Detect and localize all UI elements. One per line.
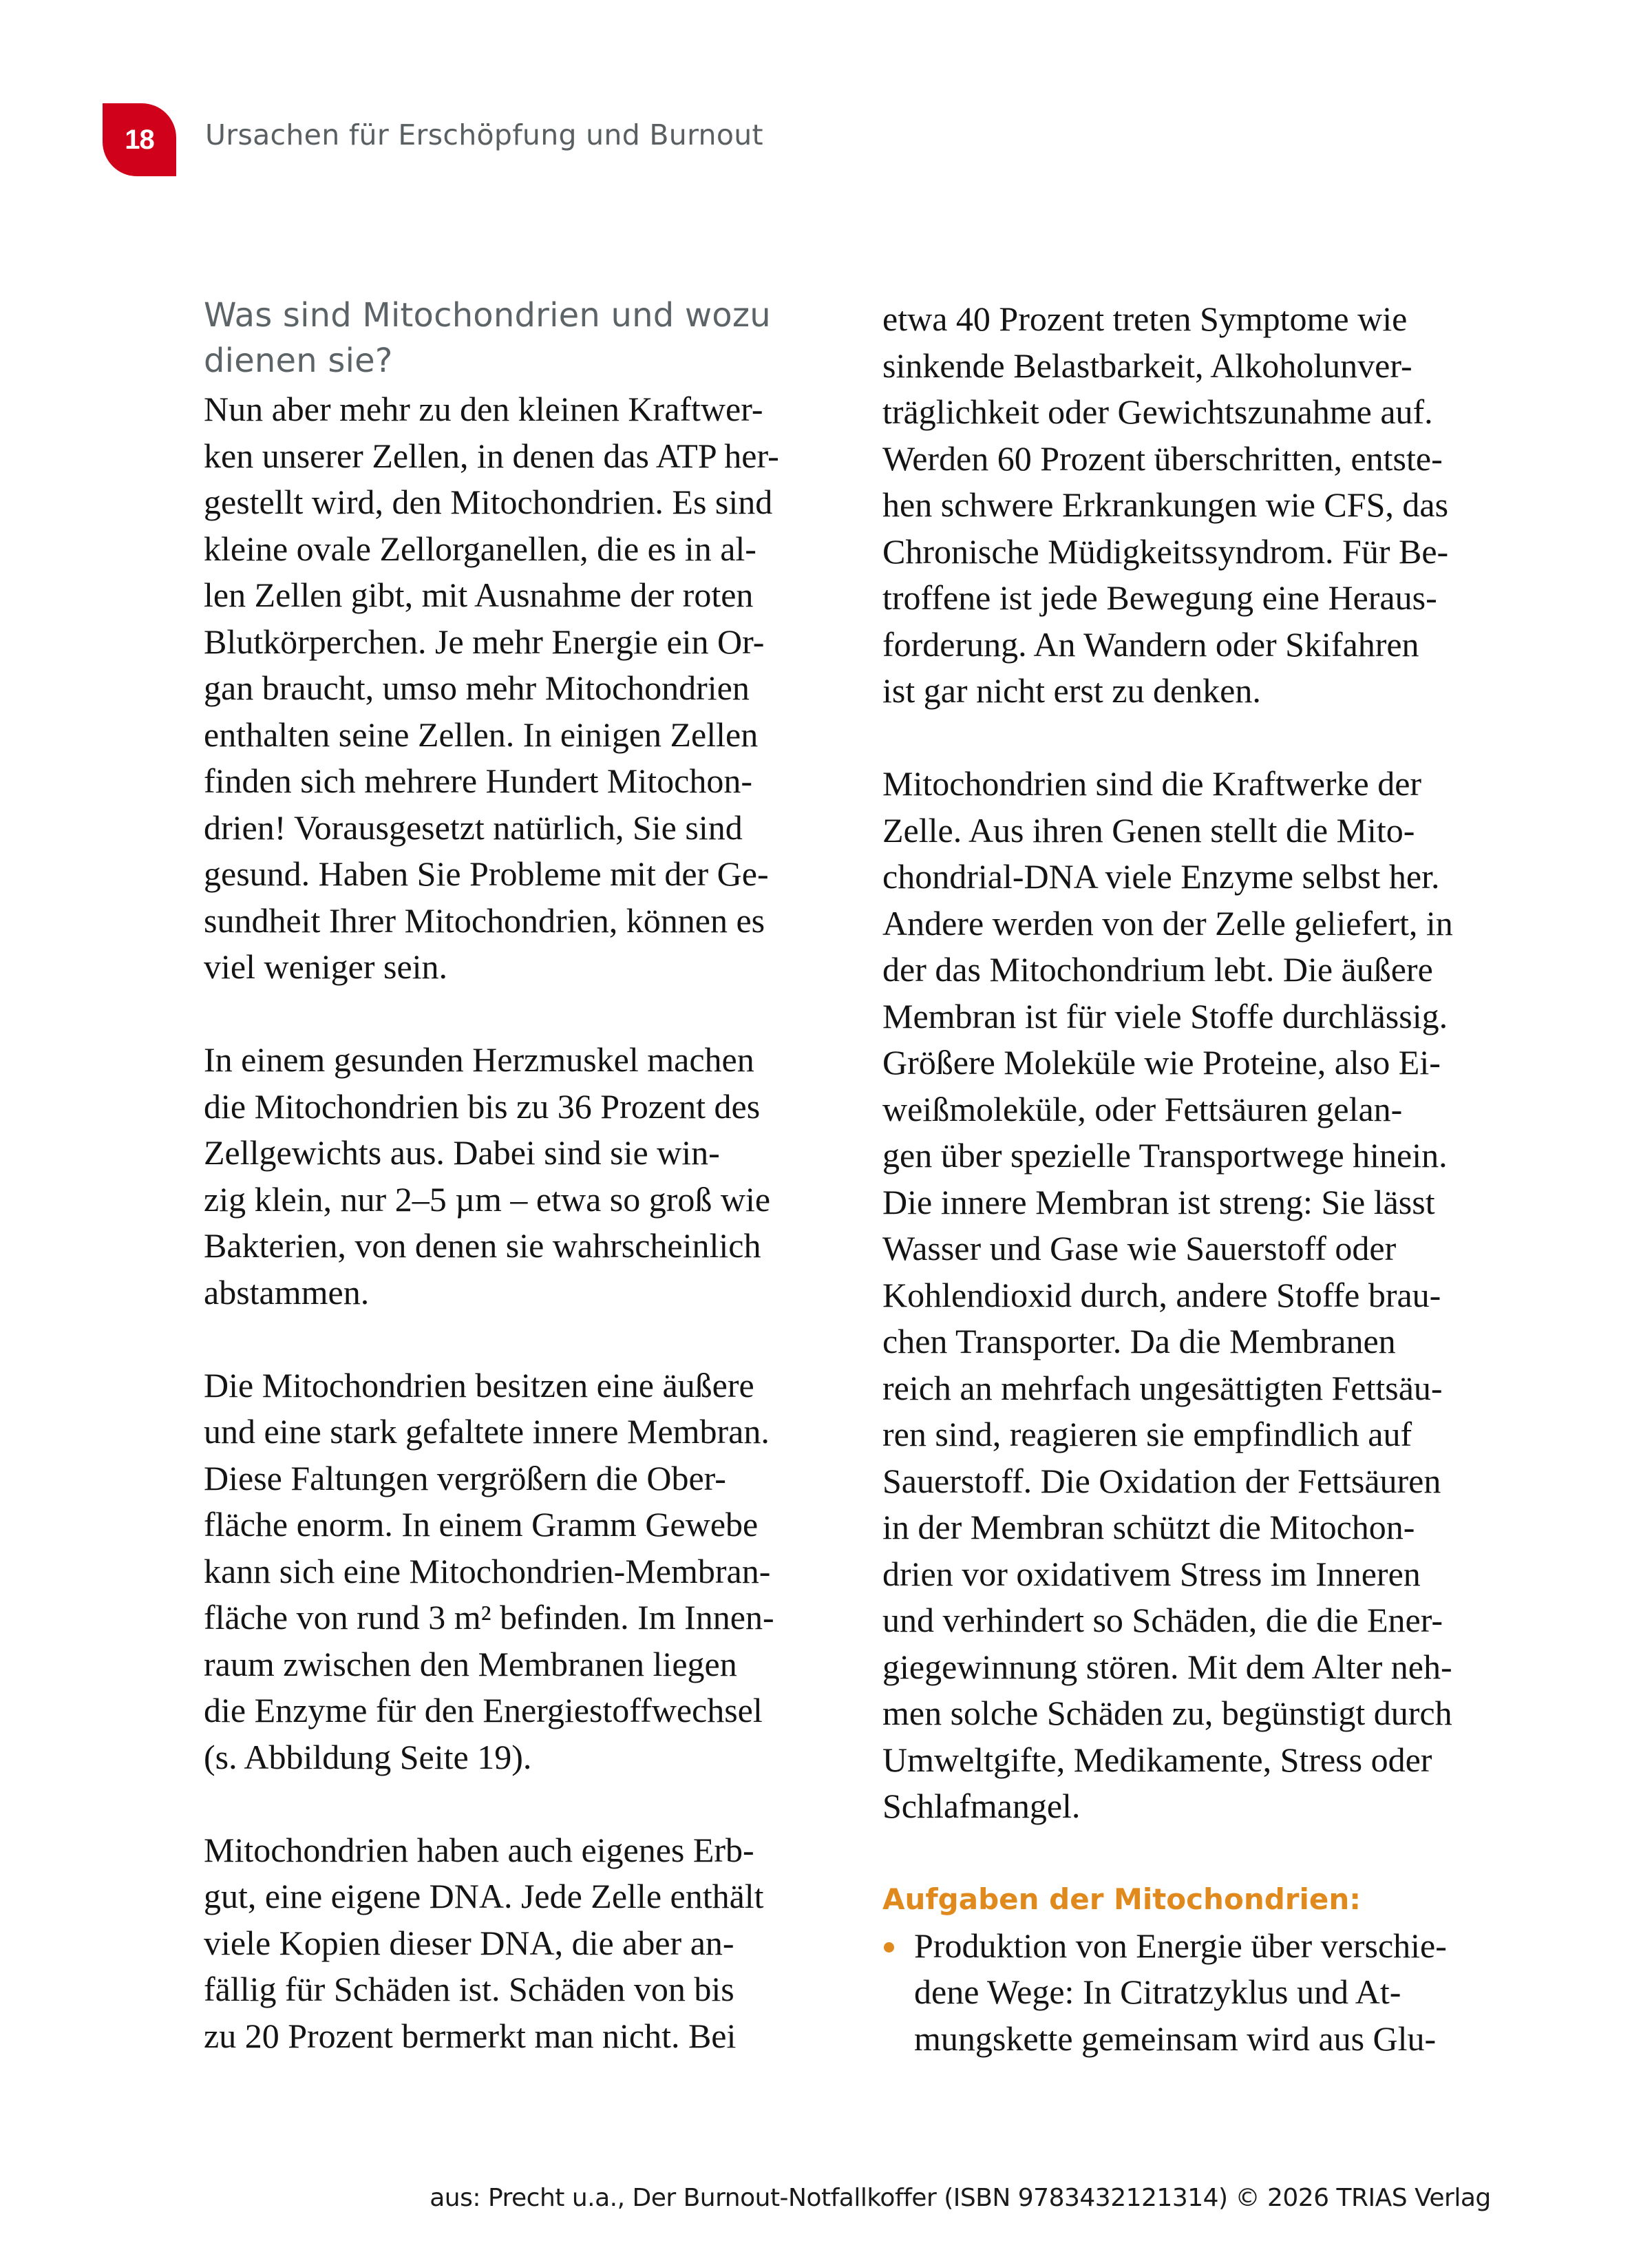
text-line: forderung. An Wandern oder Skifahren	[882, 624, 1419, 664]
text-line: Kohlendioxid durch, andere Stoffe brau-	[882, 1275, 1441, 1314]
text-line: sinkende Belastbarkeit, Alkoholunver-	[882, 346, 1412, 385]
bullet-dot-icon	[884, 1942, 894, 1953]
text-line: In einem gesunden Herzmuskel machen	[204, 1040, 754, 1079]
text-line: giegewinnung stören. Mit dem Alter neh-	[882, 1647, 1452, 1686]
text-line: dene Wege: In Citratzyklus und At-	[914, 1972, 1401, 2011]
text-line: die Enzyme für den Energiestoffwechsel	[204, 1691, 763, 1729]
text-line: reich an mehrfach ungesättigten Fettsäu-	[882, 1368, 1443, 1407]
text-line: Zellgewichts aus. Dabei sind sie win-	[204, 1133, 720, 1172]
running-head-title: Ursachen für Erschöpfung und Burnout	[205, 118, 763, 151]
text-line: Zelle. Aus ihren Genen stellt die Mito-	[882, 810, 1415, 850]
text-line: fläche enorm. In einem Gramm Gewebe	[204, 1505, 759, 1544]
text-line: chen Transporter. Da die Membranen	[882, 1322, 1396, 1360]
text-line: und eine stark gefaltete innere Membran.	[204, 1412, 770, 1451]
text-line: Diese Faltungen vergrößern die Ober-	[204, 1458, 726, 1497]
text-line: viele Kopien dieser DNA, die aber an-	[204, 1923, 734, 1962]
text-line: men solche Schäden zu, begünstigt durch	[882, 1694, 1452, 1732]
text-line: mungskette gemeinsam wird aus Glu-	[914, 2019, 1437, 2058]
bullet-list-item	[882, 1923, 1502, 2063]
text-line: in der Membran schützt die Mitochon-	[882, 1508, 1415, 1546]
text-line: Bakterien, von denen sie wahrscheinlich	[204, 1226, 761, 1265]
citation-text: aus: Precht u.a., Der Burnout-Notfallkoffer (ISBN 9783432121314) © 2026 TRIAS Verlag	[430, 2184, 1491, 2212]
text-line: gen über spezielle Transportwege hinein.	[882, 1136, 1448, 1175]
text-line: der das Mitochondrium lebt. Die äußere	[882, 950, 1433, 989]
text-line: raum zwischen den Membranen liegen	[204, 1644, 737, 1683]
text-line: sundheit Ihrer Mitochondrien, können es	[204, 901, 765, 940]
text-line: (s. Abbildung Seite 19).	[204, 1737, 532, 1776]
text-line: Größere Moleküle wie Proteine, also Ei-	[882, 1043, 1441, 1082]
left-column	[204, 293, 823, 2059]
text-line: Die innere Membran ist streng: Sie lässt	[882, 1182, 1435, 1221]
text-line: Umweltgifte, Medikamente, Stress oder	[882, 1740, 1432, 1779]
footer-citation	[0, 2184, 1652, 2212]
text-line: und verhindert so Schäden, die die Ener-	[882, 1601, 1443, 1639]
text-line: Mitochondrien sind die Kraftwerke der	[882, 764, 1422, 803]
text-line: Die Mitochondrien besitzen eine äußere	[204, 1365, 754, 1404]
heading-line: dienen sie?	[204, 341, 393, 380]
text-line: Schlafmangel.	[882, 1787, 1081, 1825]
text-line: drien! Vorausgesetzt natürlich, Sie sind	[204, 808, 743, 847]
text-line: Werden 60 Prozent überschritten, entste-	[882, 439, 1443, 478]
text-line: chondrial-DNA viele Enzyme selbst her.	[882, 857, 1440, 896]
text-line: gestellt wird, den Mitochondrien. Es sind	[204, 483, 773, 521]
text-line: drien vor oxidativem Stress im Inneren	[882, 1554, 1421, 1593]
text-line: finden sich mehrere Hundert Mitochon-	[204, 761, 752, 800]
text-line: gut, eine eigene DNA. Jede Zelle enthält	[204, 1877, 764, 1915]
text-line: troffene ist jede Bewegung eine Heraus-	[882, 578, 1437, 617]
text-line: träglichkeit oder Gewichtszunahme auf.	[882, 392, 1433, 431]
text-line: enthalten seine Zellen. In einigen Zellen	[204, 715, 759, 754]
text-line: Wasser und Gase wie Sauerstoff oder	[882, 1229, 1397, 1267]
right-column	[882, 296, 1502, 2062]
paragraph-symptome	[882, 296, 1502, 715]
text-line: zig klein, nur 2–5 µm – etwa so groß wie	[204, 1179, 771, 1219]
text-line: Andere werden von der Zelle geliefert, in	[882, 903, 1453, 943]
text-line: ken unserer Zellen, in denen das ATP her-	[204, 436, 779, 475]
text-line: weißmoleküle, oder Fettsäuren gelan-	[882, 1089, 1403, 1128]
section-heading	[204, 293, 823, 383]
page-number: 18	[125, 124, 154, 155]
paragraph-intro	[204, 386, 823, 991]
text-line: ist gar nicht erst zu denken.	[882, 671, 1261, 710]
text-line: kann sich eine Mitochondrien-Membran-	[204, 1551, 771, 1590]
paragraph-kraftwerke	[882, 761, 1502, 1830]
heading-line: Was sind Mitochondrien und wozu	[204, 296, 771, 335]
text-line: fällig für Schäden ist. Schäden von bis	[204, 1970, 734, 2008]
paragraph-herzmuskel	[204, 1037, 823, 1316]
text-line: etwa 40 Prozent treten Symptome wie	[882, 299, 1408, 338]
text-line: gesund. Haben Sie Probleme mit der Ge-	[204, 854, 769, 893]
text-line: Produktion von Energie über verschie-	[914, 1926, 1447, 1965]
text-line: abstammen.	[204, 1272, 370, 1312]
text-line: hen schwere Erkrankungen wie CFS, das	[882, 485, 1449, 524]
text-line: viel weniger sein.	[204, 947, 448, 986]
text-line: Sauerstoff. Die Oxidation der Fettsäuren	[882, 1461, 1441, 1500]
text-line: Blutkörperchen. Je mehr Energie ein Or-	[204, 622, 765, 661]
text-line: gan braucht, umso mehr Mitochondrien	[204, 669, 750, 707]
text-line: kleine ovale Zellorganellen, die es in al-	[204, 529, 756, 568]
paragraph-membran	[204, 1363, 823, 1781]
text-line: zu 20 Prozent bermerkt man nicht. Bei	[204, 2016, 737, 2055]
text-line: Membran ist für viele Stoffe durchlässig.	[882, 996, 1448, 1035]
text-line: fläche von rund 3 m² befinden. Im Innen-	[204, 1598, 774, 1637]
paragraph-dna	[204, 1827, 823, 2060]
text-line: Mitochondrien haben auch eigenes Erb-	[204, 1830, 754, 1869]
text-line: die Mitochondrien bis zu 36 Prozent des	[204, 1086, 761, 1126]
text-line: Chronische Müdigkeitssyndrom. Für Be-	[882, 532, 1449, 571]
text-line: ren sind, reagieren sie empfindlich auf	[882, 1415, 1412, 1453]
text-line: Nun aber mehr zu den kleinen Kraftwer-	[204, 390, 763, 428]
page-number-badge	[103, 103, 176, 176]
tasks-box-heading: Aufgaben der Mitochondrien:	[882, 1882, 1362, 1916]
text-line: len Zellen gibt, mit Ausnahme der roten	[204, 576, 754, 614]
